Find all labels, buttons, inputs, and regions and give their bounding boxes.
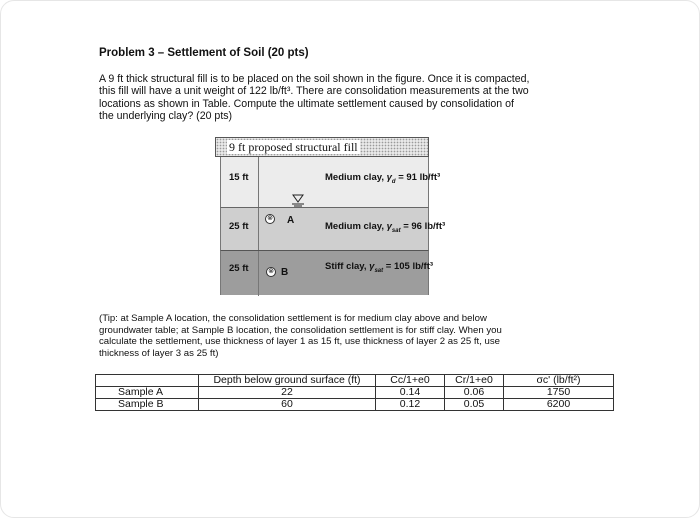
- table-cell: Sample B: [96, 399, 199, 411]
- layer-1-thickness: 15 ft: [229, 172, 249, 183]
- layer-2-medium-clay: [220, 207, 446, 250]
- tip-line: groundwater table; at Sample B location, the consolidation settlement is for stiff clay. When you: [99, 324, 502, 336]
- layer-3-stiff-clay: [220, 250, 434, 295]
- thickness-divider: [258, 208, 259, 251]
- table-cell: 1750: [504, 387, 614, 399]
- statement-line: locations as shown in Table. Compute the ultimate settlement caused by consolidation of: [99, 97, 514, 110]
- table-cell: 60: [199, 399, 376, 411]
- tip-line: calculate the settlement, use thickness of layer 1 as 15 ft, use thickness of layer 2 as 25 ft, use: [99, 336, 501, 348]
- layer-2-description: Medium clay, $\gamma_{sat} = 96$ lb/ft³: [325, 221, 446, 234]
- table-cell: 0.06: [445, 387, 504, 399]
- water-table-icon: [291, 194, 305, 207]
- layer-3-thickness: 25 ft: [229, 263, 249, 274]
- consolidation-table: [95, 374, 614, 411]
- sample-b-label: B: [281, 267, 289, 278]
- thickness-divider: [258, 157, 259, 207]
- problem-title: Problem 3 – Settlement of Soil (20 pts): [99, 47, 309, 59]
- table-cell: 22: [199, 387, 376, 399]
- thickness-divider: [258, 251, 259, 296]
- layer-2-thickness: 25 ft: [229, 221, 249, 232]
- layer-1-medium-clay: [220, 157, 441, 207]
- layer-1-description: Medium clay, $\gamma_d = 91$ lb/ft³: [325, 172, 441, 185]
- statement-line: this fill will have a unit weight of 122 lb/ft³. There are consolidation measurements at the two: [99, 85, 529, 98]
- table-row: [96, 399, 614, 411]
- tip-line: thickness of layer 3 as 25 ft): [99, 347, 219, 359]
- table-row: [96, 387, 614, 399]
- structural-fill-layer: [215, 137, 429, 157]
- table-cell: 0.05: [445, 399, 504, 411]
- table-header-row: [96, 375, 614, 387]
- table-header-cell: Cc/1+e0: [376, 375, 445, 387]
- table-cell: 0.12: [376, 399, 445, 411]
- table-header-cell: σc' (lb/ft²): [504, 375, 614, 387]
- sample-a-label: A: [287, 215, 295, 226]
- table-cell: Sample A: [96, 387, 199, 399]
- tip-line: (Tip: at Sample A location, the consolidation settlement is for medium clay above and below: [99, 313, 487, 324]
- table-header-cell: [96, 375, 199, 387]
- tip-note: [99, 313, 601, 359]
- problem-statement: [99, 73, 604, 123]
- table-header-cell: Depth below ground surface (ft): [199, 375, 376, 387]
- statement-line: A 9 ft thick structural fill is to be placed on the soil shown in the figure. Once it is compacted,: [99, 73, 530, 85]
- sample-b-marker-icon: ⊗: [266, 267, 276, 277]
- soil-profile-figure: [215, 137, 446, 295]
- table-header-cell: Cr/1+e0: [445, 375, 504, 387]
- sample-a-marker-icon: ⊗: [265, 214, 275, 224]
- fill-label: 9 ft proposed structural fill: [229, 140, 358, 154]
- table-cell: 6200: [504, 399, 614, 411]
- layer-3-description: Stiff clay, $\gamma_{sat} = 105$ lb/ft³: [325, 261, 434, 274]
- statement-line: the underlying clay? (20 pts): [99, 110, 233, 123]
- table-cell: 0.14: [376, 387, 445, 399]
